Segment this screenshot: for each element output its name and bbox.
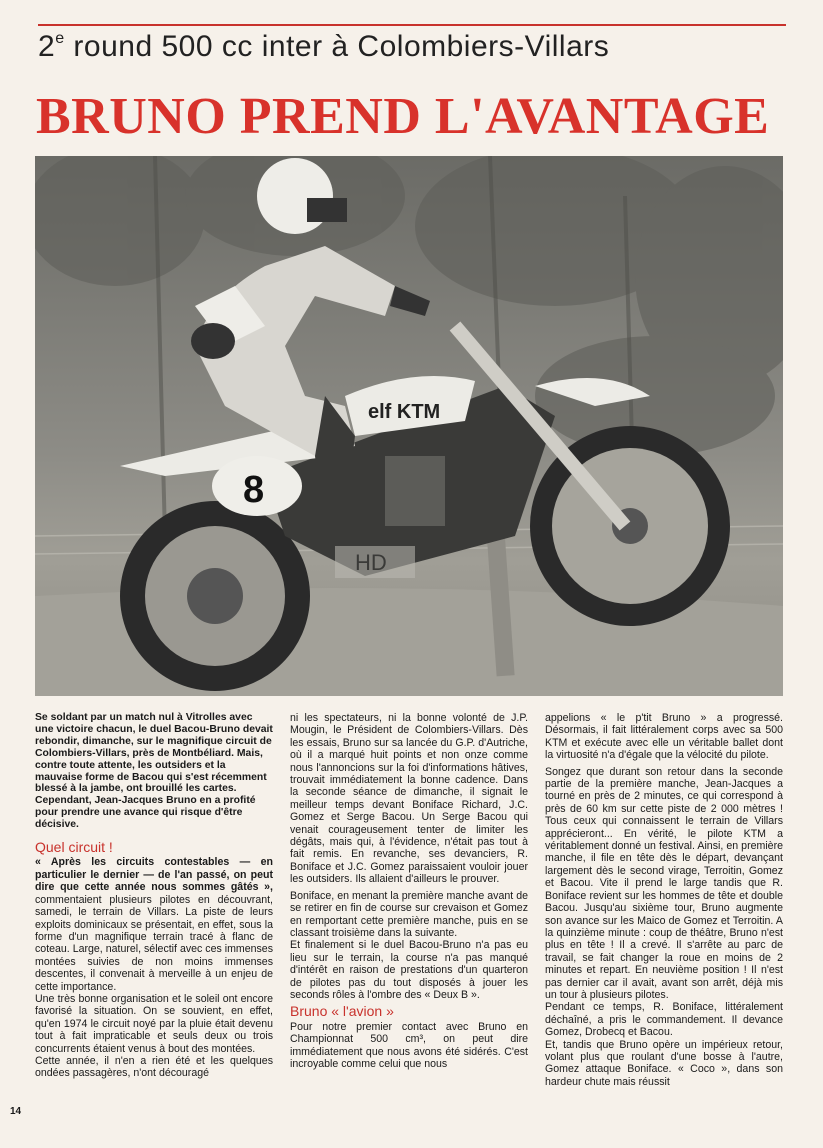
bike-number: 8 [243, 469, 265, 511]
section1-text: commentaient plusieurs pilotes en découvrant, samedi, le terrain de Villars. La piste de leurs exploits dominicaux se présentait, en effet, sous la forme d'un magnifique terrain tracé à flanc de coteau. Large, naturel, sélectif avec ces immenses montées suivies de non moins immenses descentes, il convenait à merveille à un enjeu de cette importance. [35, 893, 273, 993]
section-heading-bruno: Bruno « l'avion » [290, 1003, 394, 1020]
col3-paragraph-3: Pendant ce temps, R. Boniface, littéralement déchaîné, a pris le commandement. Il devance Gomez, Drobecq et Bacou. [545, 1001, 783, 1039]
top-rule [38, 24, 786, 26]
col2-paragraph-1: ni les spectateurs, ni la bonne volonté de J.P. Mougin, le Président de Colombiers-Villars. Dès les essais, Bruno sur sa lancée du G.P. d'Autriche, où il a marqué huit points et non onze comme nous l'annoncions sur la foi d'informations hâtives, trouvait immédiatement la bonne cadence. Dans la seconde séance de dimanche, il signait le meilleur temps devant Boniface Richard, J.C. Gomez et Serge Bacou. Un Serge Bacou qui venait courageusement tenter de limiter les dégâts, mais qui, à l'évidence, n'était pas tout à fait remis. En revanche, ses devanciers, R. Boniface et J.C. Gomez paraissaient vouloir jouer les outsiders. Ils allaient d'ailleurs le prouver. [290, 712, 528, 886]
col3-paragraph-2: Songez que durant son retour dans la seconde partie de la première manche, Jean-Jacques a tourné en près de 2 minutes, ce qui correspond à près de 60 km sur cette piste de 2 000 mètres ! Tous ceux qui connaissent le terrain de Villars apprécieront... En vérité, le pilote KTM a véritablement donné un festival. Ainsi, en première manche, il file en tête dès le départ, devançant largement dès le second virage, Terroitin, Gomez et Bacou. Vite il prend le large tandis que R. Boniface revient sur les hommes de tête et double Bacou. Jusqu'au sixième tour, Bruno augmente son avance sur les Maico de Gomez et Terroitin. A la quinzième minute : coup de théâtre, Bruno n'est plus en tête ! Il a crevé. Il s'arrête au parc de travail, se fait changer la roue en moins de 2 minutes et repart. En neuvième position ! Il n'est pas dernier car il avait, avant son arrêt, déjà mis un tour à plusieurs pilotes. [545, 765, 783, 1001]
section1-quote: « Après les circuits contestables — en particulier le dernier — de l'an passé, on peut dire que cette année nous sommes gâtés », [35, 856, 273, 894]
section-heading-circuit: Quel circuit ! [35, 839, 113, 856]
rear-wheel [120, 501, 310, 691]
watermark-text: HD [355, 550, 387, 575]
col2-paragraph-2: Boniface, en menant la première manche avant de se retirer en fin de course sur crevaison et Gomez en remportant cette première manche, puis en se classant troisième dans la suivante. [290, 889, 528, 939]
section1-paragraph-3: Cette année, il n'en a rien été et les quelques ondées passagères, n'ont découragé [35, 1054, 273, 1080]
motocross-photo [35, 156, 783, 696]
sponsor-decal: elf KTM [368, 401, 441, 423]
col2-paragraph-4: Pour notre premier contact avec Bruno en Championnat 500 cm³, on peut dire immédiatement que nous avons été sidérés. C'est incroyable comme celui que nous [290, 1020, 528, 1070]
col2-paragraph-3: Et finalement si le duel Bacou-Bruno n'a pas eu lieu sur le terrain, la course n'a pas manqué d'intérêt en raison de prestations d'un quarteron de pilotes pas du tout disposés à jouer les seconds rôles à l'ombre des « Deux B ». [290, 939, 528, 1001]
article-lead: Se soldant par un match nul à Vitrolles avec une victoire chacun, le duel Bacou-Bruno devait rebondir, dimanche, sur le magnifique circuit de Colombiers-Villars, près de Montbéliard. Mais, contre toute attente, les outsiders et la mauvaise forme de Bacou qui s'est récemment blessé à la jambe, ont brouillé les cartes. Cependant, Jean-Jacques Bruno en a profité pour prendre une avance qui risque d'être décisive. [35, 712, 273, 831]
col3-paragraph-1: appelions « le p'tit Bruno » a progressé. Désormais, il fait littéralement corps avec sa 500 KTM et exécute avec elle un véritable ballet dont la virtuosité n'a d'égale que la vélocité du pilote. [545, 712, 783, 762]
col3-paragraph-4: Et, tandis que Bruno opère un impérieux retour, volant plus que roulant d'une bosse à l'autre, Gomez attaque Boniface. « Coco », dans son hardeur chute mais réussit [545, 1038, 783, 1088]
article-headline: BRUNO PREND L'AVANTAGE [36, 88, 770, 145]
motocross-illustration [35, 156, 783, 696]
section1-paragraph-2: Une très bonne organisation et le soleil ont encore favorisé la situation. On se souvient, en effet, qu'en 1974 le circuit noyé par la pluie était devenu tout à fait impraticable et seuls deux ou trois concurrents étaient venus à bout des montées. [35, 992, 273, 1055]
article-column-1 [35, 712, 273, 1080]
page-number: 14 [10, 1106, 22, 1117]
article-column-3 [545, 712, 783, 1088]
article-subtitle: 2e round 500 cc inter à Colombiers-Villars [38, 30, 610, 63]
article-column-2 [290, 712, 528, 1070]
section1-paragraph-1 [35, 856, 273, 992]
